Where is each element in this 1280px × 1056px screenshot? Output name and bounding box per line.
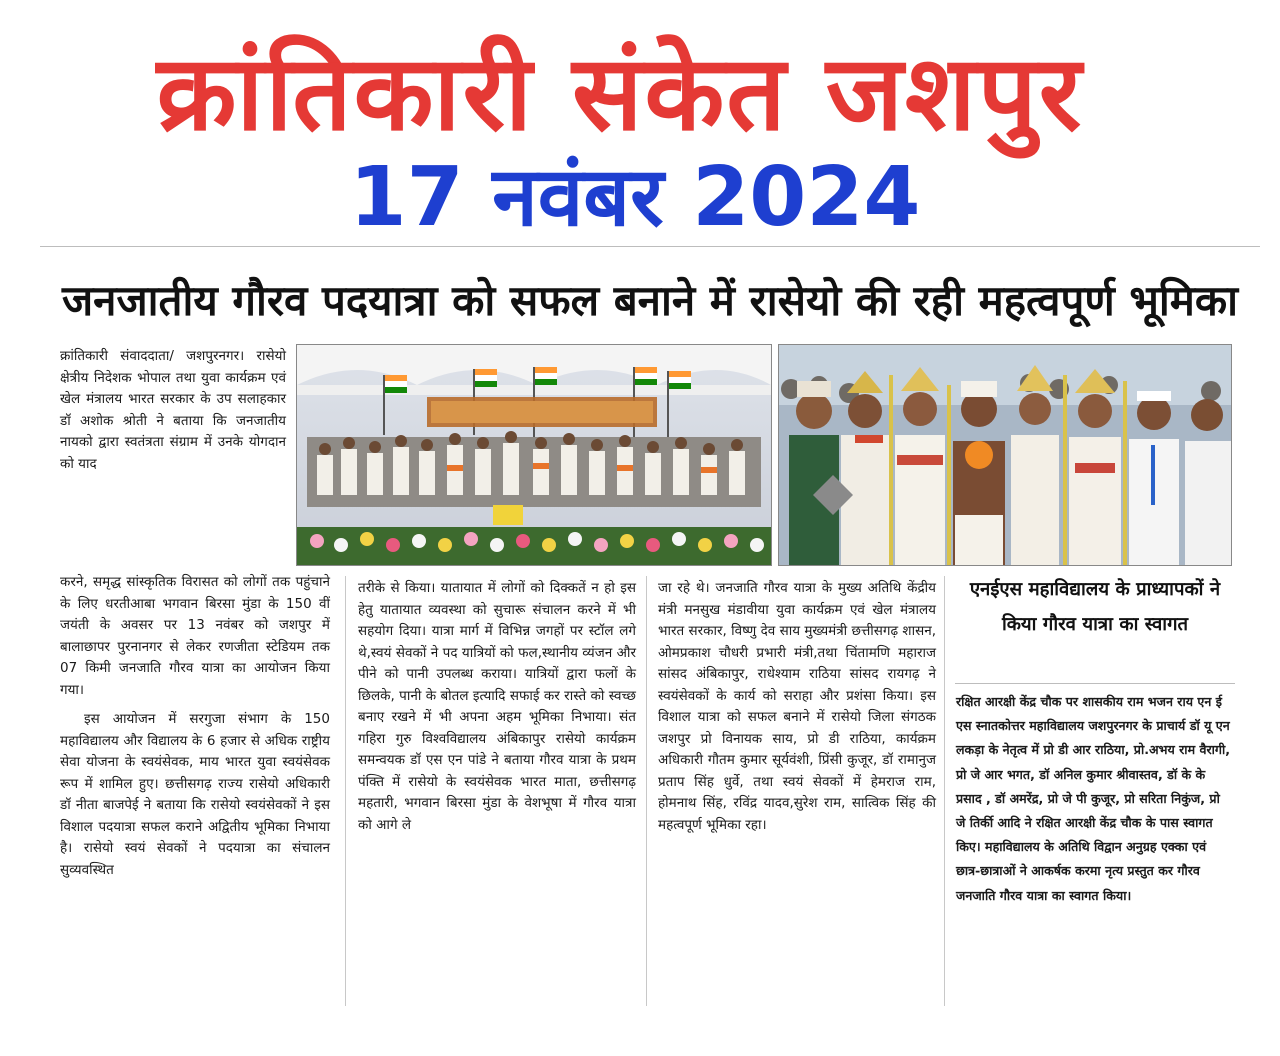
article-paragraph-2: इस आयोजन में सरगुजा संभाग के 150 महाविद्यालय और विद्यालय के 6 हजार से अधिक राष्ट्रीय सेवा योजना के स्वयंसेवक, माय भारत युवा स्वयंसेवक रूप में शामिल हुए। छत्तीसगढ़ राज्य रासेयो अधिकारी डॉ नीता बाजपेई ने बताया कि रासेयो स्वयंसेवकों ने इस विशाल पदयात्रा सफल कराने अद्वितीय भूमिका निभाया है। रासेयो स्वयं सेवकों ने पदयात्रा का संचालन सुव्यवस्थित (60, 711, 330, 878)
sidebar-story (950, 566, 1240, 684)
article-column-3 (658, 578, 936, 836)
top-divider (40, 246, 1260, 247)
stage-group-photo (296, 344, 772, 566)
column-divider (646, 576, 647, 1006)
article-paragraph-1: करने, समृद्ध सांस्कृतिक विरासत को लोगों तक पहुंचाने के लिए धरतीआबा भगवान बिरसा मुंडा के 150 वीं जयंती के अवसर पर 13 नवंबर को जशपुर में बालाछापर पुरनानगर से लेकर रणजीता स्टेडियम तक 07 किमी जनजाति गौरव यात्रा का आयोजन किया गया। (60, 574, 330, 698)
column-divider (345, 576, 346, 1006)
column-divider (944, 576, 945, 1006)
sidebar-body: रक्षित आरक्षी केंद्र चौक पर शासकीय राम भजन राय एन ई एस स्नातकोत्तर महाविद्यालय जशपुरनगर के प्राचार्य डॉ यू एन लकड़ा के नेतृत्व में प्रो डी आर राठिया, प्रो.अभय राम वैरागी, प्रो जे आर भगत, डॉ अनिल कुमार श्रीवास्तव, डॉ के के प्रसाद , डॉ अमरेंद्र, प्रो जे पी कुजूर, प्रो सरिता निकुंज, प्रो जे तिर्की आदि ने रक्षित आरक्षी केंद्र चौक के पास स्वागत किए। महाविद्यालय के अतिथि विद्वान अनुग्रह एक्का एवं छात्र-छात्राओं ने आकर्षक करमा नृत्य प्रस्तुत कर गौरव जनजाति गौरव यात्रा का स्वागत किया। (956, 694, 1231, 903)
article-paragraph-4: जा रहे थे। जनजाति गौरव यात्रा के मुख्य अतिथि केंद्रीय मंत्री मनसुख मंडावीया युवा कार्यक्रम एवं खेल मंत्रालय भारत सरकार, विष्णु देव साय मुख्यमंत्री छत्तीसगढ़ शासन, ओमप्रकाश चौधरी प्रभारी मंत्री,तथा चिंतामणि महाराज सांसद अंबिकापुर, राधेश्याम राठिया सांसद रायगढ़ ने स्वयंसेवकों के कार्य को सराहा और प्रशंसा किया। इस विशाल यात्रा को सफल बनाने में रासेयो जिला संगठक जशपुर प्रो विनायक साय, प्रो डी राठिया, कार्यक्रम अधिकारी गौतम कुमार सूर्यवंशी, प्रिंसी कुजूर, डॉ रामानुज प्रताप सिंह धुर्वे, तथा स्वयं सेवकों में हेमराज राम, होमनाथ सिंह, रविंद्र यादव,सुरेश राम, सात्विक सिंह की महत्वपूर्ण भूमिका रहा। (658, 580, 936, 833)
costumed-participants-photo (778, 344, 1232, 566)
article-column-1-bottom (60, 572, 330, 881)
cut-off-text-strip (200, 1022, 1230, 1030)
article-column-1-top (60, 346, 286, 475)
sidebar-divider (955, 683, 1235, 684)
article-headline: जनजातीय गौरव पदयात्रा को सफल बनाने में रासेयो की रही महत्वपूर्ण भूमिका (62, 276, 1238, 325)
issue-date: 17 नवंबर 2024 (349, 150, 921, 245)
article-intro: क्रांतिकारी संवाददाता/ जशपुरनगर। रासेयो क्षेत्रीय निदेशक भोपाल तथा युवा कार्यक्रम एवं खेल मंत्रालय भारत सरकार के उप सलाहकार डॉ अशोक श्रोती ने बताया कि जनजातीय नायको द्वारा स्वतंत्रता संग्राम में उनके योगदान को याद (60, 348, 286, 472)
sidebar-headline: एनईएस महाविद्यालय के प्राध्यापकों ने किया गौरव यात्रा का स्वागत (969, 579, 1221, 635)
article-column-2 (358, 578, 636, 836)
masthead-title: क्रांतिकारी संकेत जशपुर (156, 32, 1084, 154)
article-paragraph-3: तरीके से किया। यातायात में लोगों को दिक्कतें न हो इस हेतु यातायात व्यवस्था को सुचारू संचालन करने में भी सहयोग दिया। यात्रा मार्ग में विभिन्न जगहों पर स्टॉल लगे थे,स्वयं सेवकों ने पद यात्रियों को फल,स्थानीय व्यंजन और पीने को पानी उपलब्ध कराया। यात्रियों द्वारा फलों के छिलके, पानी के बोतल इत्यादि सफाई कर रास्ते को स्वच्छ बनाए रखने में भी अपना अहम भूमिका निभाया। संत गहिरा गुरु विश्वविद्यालय अंबिकापुर रासेयो कार्यक्रम समन्वयक डॉ एस एन पांडे ने बताया गौरव यात्रा के प्रथम पंक्ति में रासेयो के स्वयंसेवक भारत माता, छत्तीसगढ़ महतारी, भगवान बिरसा मुंडा के वेशभूषा में गौरव यात्रा को आगे ले (358, 580, 636, 833)
